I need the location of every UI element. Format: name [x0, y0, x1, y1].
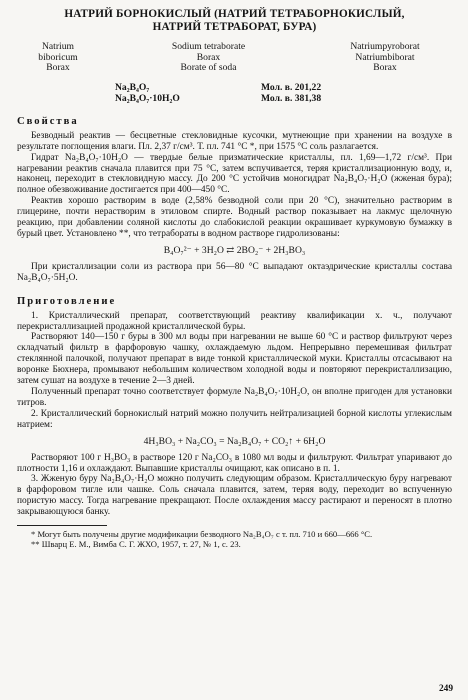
title-line-2: НАТРИЙ ТЕТРАБОРАТ, БУРА)	[152, 21, 317, 33]
formula-block	[17, 82, 452, 104]
english-names	[129, 42, 289, 74]
formula-column	[115, 82, 253, 104]
neutralization-equation: 4H₃BO₃ + Na₂CO₃ = Na₂B₄O₇ + CO₂↑ + 6H₂O	[143, 435, 326, 447]
footnote: ** Шварц Е. М., Вимба С. Г. ЖХО, 1957, т. 27, № 1, с. 23.	[31, 539, 241, 550]
german-names	[318, 42, 452, 74]
paragraph: Полученный препарат точно соответствует формуле Na₂B₄O₇·10H₂O, он вполне пригоден для установки титров.	[17, 387, 452, 408]
latin-names	[17, 42, 99, 74]
section-heading-properties: Свойства	[17, 115, 79, 127]
name-line: Natriumbiborat	[355, 51, 415, 63]
footnote-divider	[17, 525, 107, 526]
paragraph: Растворяют 140—150 г буры в 300 мл воды при нагревании не выше 60 °C и раствор фильтруют через складчатый фильтр в фарфоровую чашку, охлаждаемую льдом. Непрерывно перемешивая фильтрат стеклянной палочкой, получают препарат в виде тонкой кристаллической муки. Кристаллы отсасывают на воронке Бюхнера, промывают небольшим количеством холодной воды и повторяют перекристаллизацию, затем сушат на воздухе в течение 2—3 дней.	[17, 332, 452, 387]
page-number: 249	[438, 684, 453, 694]
formula-anhydrous: Na₂B₄O₇	[115, 81, 150, 93]
paragraph: 3. Жженую буру Na₂B₄O₇·H₂O можно получить следующим образом. Кристаллическую буру нагревают в фарфоровом тигле или чашке. Соль сначала плавится, затем, теряя воду, переходит во вспученную пористую массу. Тогда нагревание прекращают. После охлаждения массу растирают и переносят в плотно закрывающуюся банку.	[17, 474, 452, 518]
paragraph: Гидрат Na₂B₄O₇·10H₂O — твердые белые призматические кристаллы, пл. 1,69—1,72 г/см³. При нагревании реактив сначала плавится при 75 °C, затем вспучивается, теряя кристаллизационную воду, и, наконец, переходит в стекловидную массу. До 200 °C устойчив моногидрат Na₂B₄O₇·H₂O (жженая бура); полное обезвоживание достигается при 400—450 °C.	[17, 152, 452, 196]
paragraph: При кристаллизации соли из раствора при 56—80 °C выпадают октаэдрические кристаллы состава Na₂B₄O₇·5H₂O.	[17, 261, 452, 283]
document-title	[17, 8, 452, 34]
name-line: Sodium tetraborate	[171, 41, 246, 52]
title-line-1: НАТРИЙ БОРНОКИСЛЫЙ (НАТРИЙ ТЕТРАБОРНОКИСЛЫЙ,	[64, 8, 405, 20]
name-line: Borate of soda	[180, 62, 237, 74]
name-line: Borax	[373, 62, 397, 74]
paragraph: 1. Кристаллический препарат, соответствующий реактиву квалификации х. ч., получают перекристаллизацией продажной кристаллической буры.	[17, 310, 452, 332]
synonyms-block	[17, 42, 452, 74]
name-line: Borax	[196, 51, 221, 63]
name-line: biboricum	[38, 51, 78, 63]
hydrolysis-equation: B₄O₇²⁻ + 3H₂O ⇄ 2BO₂⁻ + 2H₃BO₃	[163, 244, 306, 256]
name-line: Natriumpyroborat	[350, 41, 420, 52]
name-line: Borax	[46, 62, 70, 74]
molar-mass-column	[261, 82, 321, 104]
molar-mass-hydrate: Мол. в. 381,38	[261, 92, 322, 104]
molar-mass-anhydrous: Мол. в. 201,22	[261, 81, 322, 93]
formula-hydrate: Na₂B₄O₇·10H₂O	[115, 92, 180, 104]
paragraph: Реактив хорошо растворим в воде (2,58% безводной соли при 20 °C), значительно растворим в глицерине, почти нерастворим в этиловом спирте. Водный раствор показывает на лакмус щелочную реакцию, при добавлении соляной кислоты до слабокислой реакции окрашивает куркумовую бумажку в бурый цвет. Установлено **, что тетрабораты в водном растворе гидролизованы:	[17, 196, 452, 239]
name-line: Natrium	[42, 41, 74, 52]
footnote: * Могут быть получены другие модификации безводного Na₂B₄O₇ с т. пл. 710 и 660—666 °C.	[31, 529, 373, 540]
section-heading-preparation: Приготовление	[17, 295, 117, 307]
paragraph: Растворяют 100 г H₃BO₃ в растворе 120 г Na₂CO₃ в 1080 мл воды и фильтруют. Фильтрат упаривают до плотности 1,16 и охлаждают. Выпавшие кристаллы очищают, как описано в п. 1.	[17, 452, 452, 474]
paragraph: Безводный реактив — бесцветные стекловидные кусочки, мутнеющие при хранении на воздухе в результате поглощения влаги. Пл. 2,37 г/см³. Т. пл. 741 °C *, при 1575 °C соль разлагается.	[17, 130, 452, 152]
paragraph: 2. Кристаллический борнокислый натрий можно получить нейтрализацией борной кислоты углекислым натрием:	[17, 408, 452, 430]
